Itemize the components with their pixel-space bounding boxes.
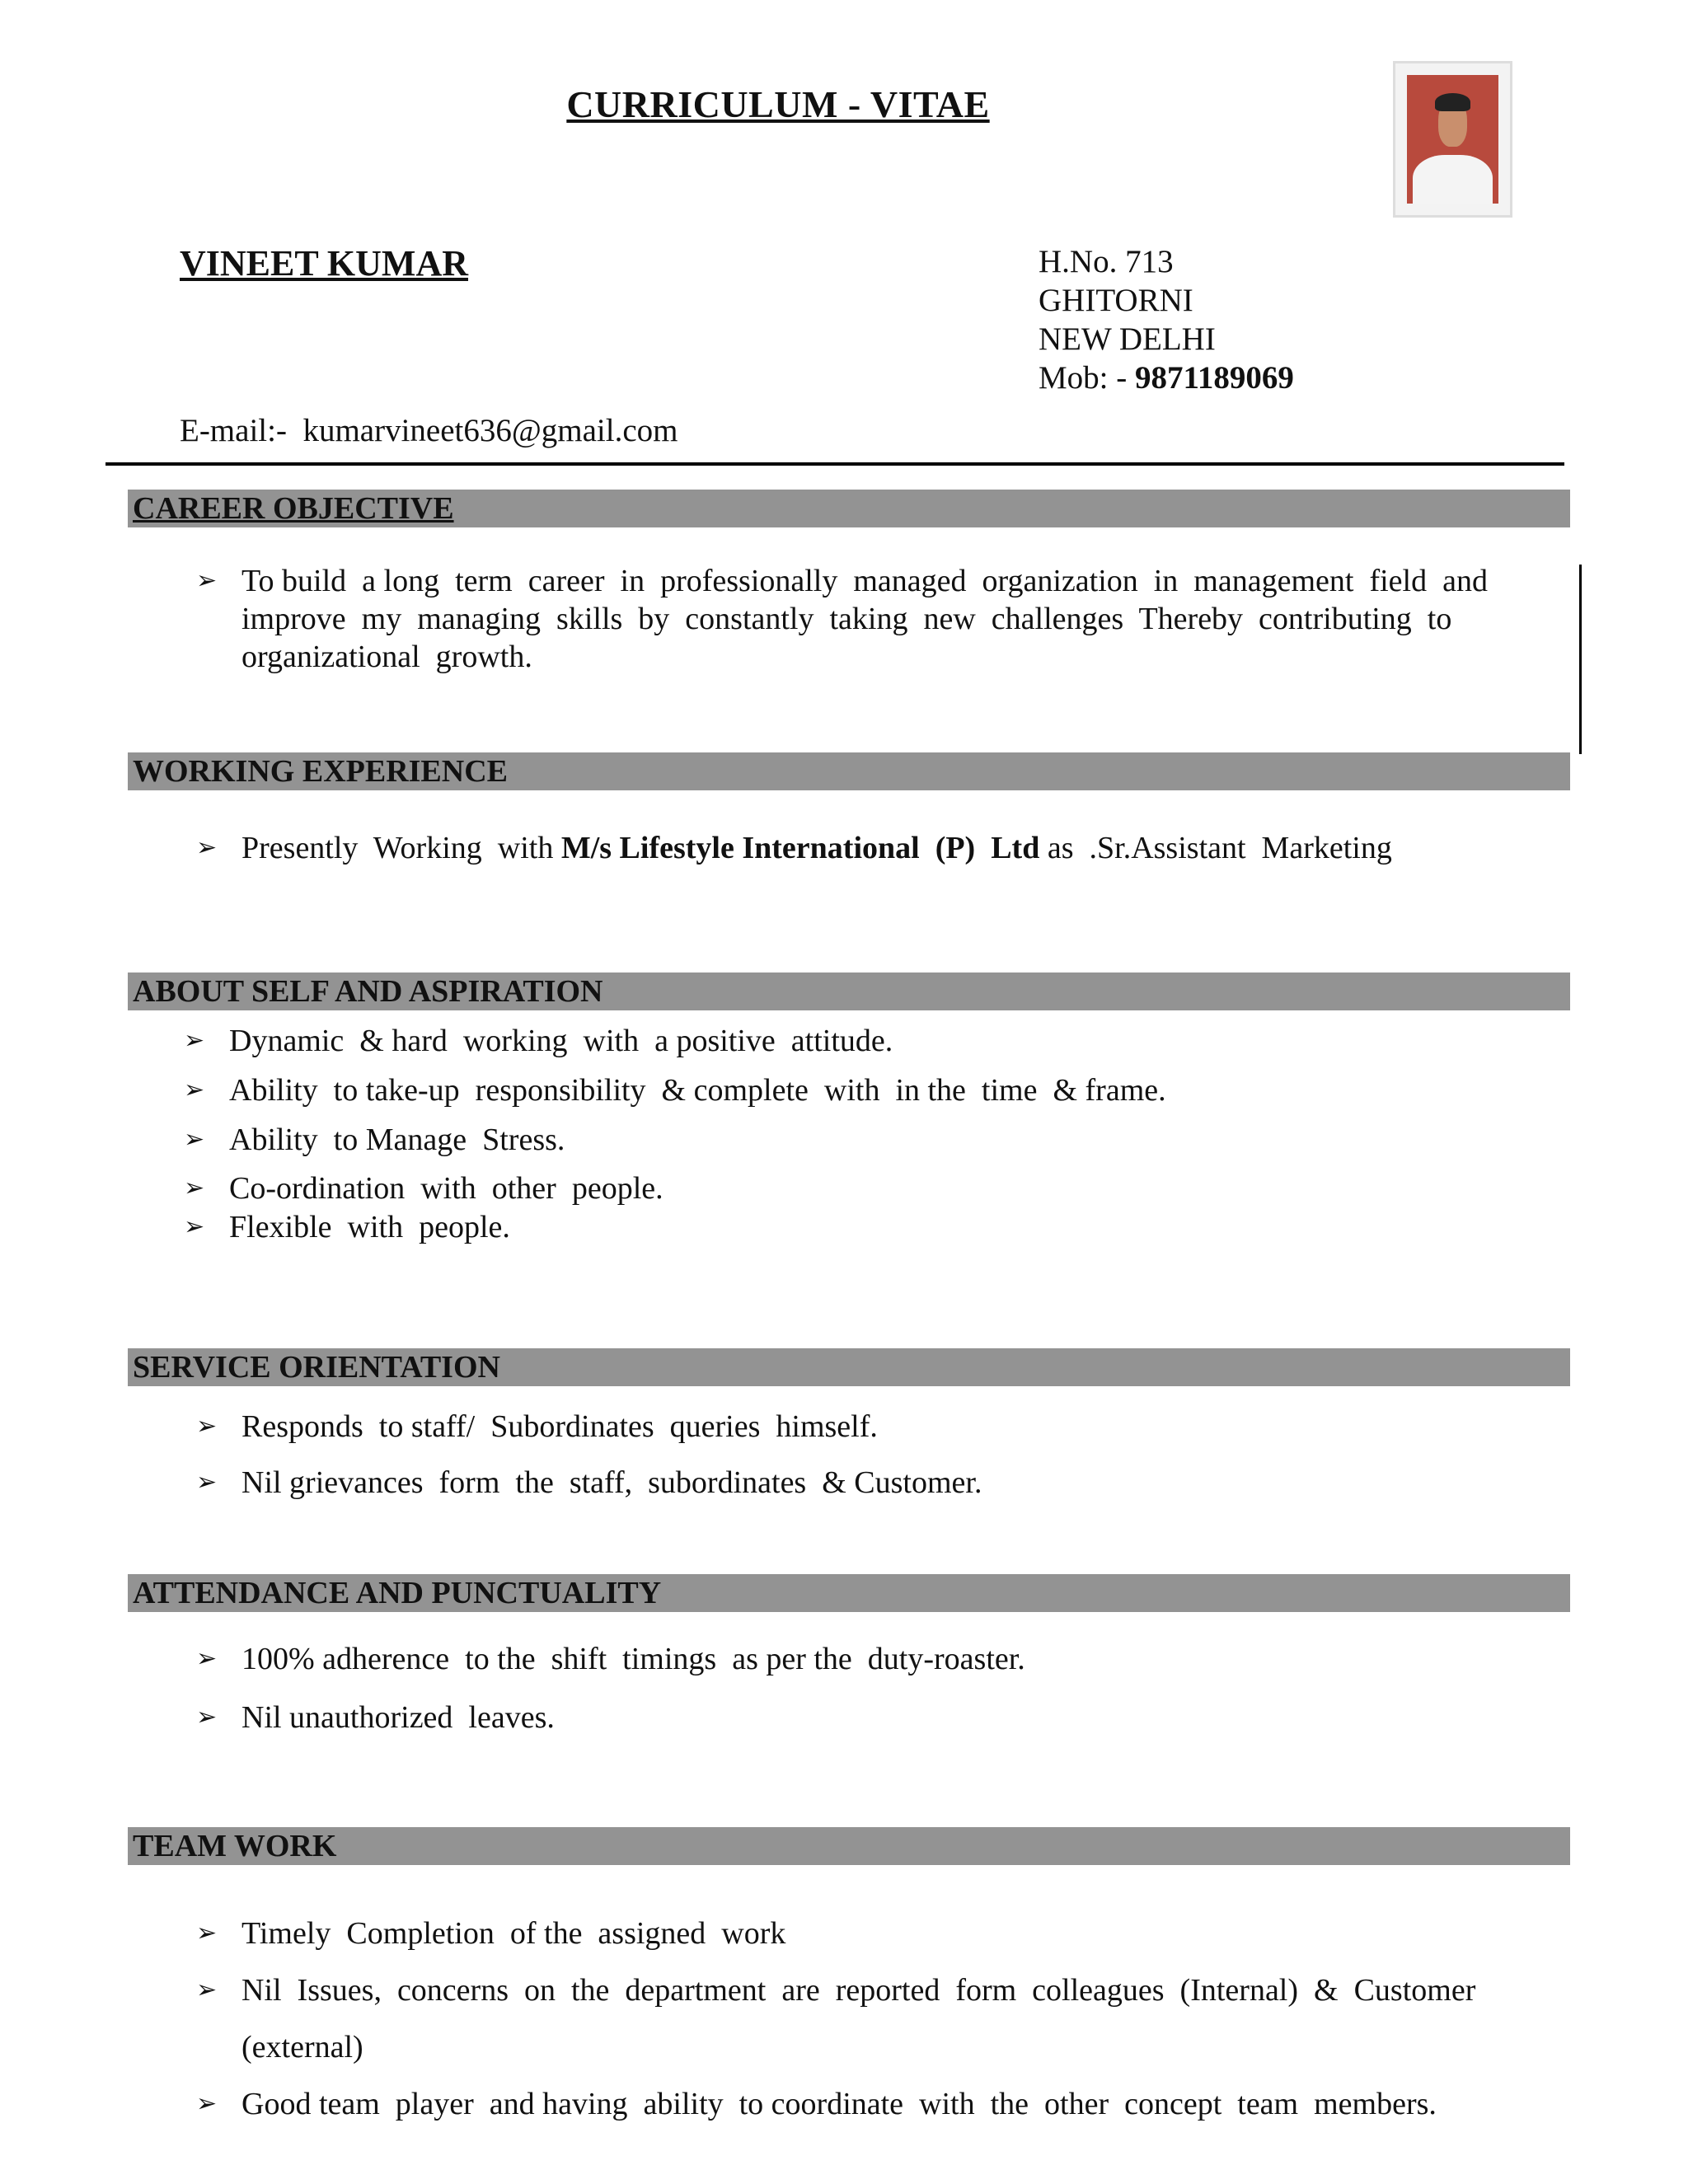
about-self-text-2: Ability to take-up responsibility & complete with in the time & frame. — [229, 1073, 1166, 1108]
job-title: as .Sr.Assistant Marketing — [1039, 831, 1392, 865]
mobile-line — [1039, 359, 1294, 397]
team-work-text-3: Good team player and having ability to coordinate with the other concept team members. — [241, 2087, 1437, 2121]
attendance-text-2: Nil unauthorized leaves. — [241, 1700, 555, 1735]
list-item — [196, 1915, 1515, 1952]
list-item — [196, 1699, 1515, 1736]
list-item — [184, 1169, 1503, 1207]
document-title: CURRICULUM - VITAE — [566, 83, 990, 125]
bullet-arrow-icon: ➢ — [196, 1468, 218, 1497]
about-self-text-3: Ability to Manage Stress. — [229, 1122, 565, 1157]
attendance-text-1: 100% adherence to the shift timings as per the duty-roaster. — [241, 1642, 1025, 1676]
team-work-text-2-continued: (external) — [241, 2030, 363, 2064]
mobile-label: Mob: - — [1039, 360, 1135, 396]
bullet-arrow-icon: ➢ — [184, 1026, 205, 1055]
list-item — [184, 1022, 1503, 1060]
list-item — [196, 2085, 1564, 2123]
service-orientation-text-1: Responds to staff/ Subordinates queries himself. — [241, 1409, 878, 1444]
about-self-text-4: Co-ordination with other people. — [229, 1171, 663, 1206]
bullet-arrow-icon: ➢ — [196, 1412, 218, 1441]
section-heading-about-self: ABOUT SELF AND ASPIRATION — [128, 972, 1570, 1010]
bullet-arrow-icon: ➢ — [196, 1975, 218, 2004]
address-line-3: NEW DELHI — [1039, 321, 1216, 357]
address-block — [1039, 242, 1294, 397]
section-heading-team-work: TEAM WORK — [128, 1827, 1570, 1865]
section-heading-working-experience: WORKING EXPERIENCE — [128, 752, 1570, 790]
team-work-text-1: Timely Completion of the assigned work — [241, 1916, 786, 1951]
bullet-arrow-icon: ➢ — [184, 1076, 205, 1104]
bullet-arrow-icon: ➢ — [196, 833, 218, 862]
bullet-arrow-icon: ➢ — [196, 566, 218, 595]
bullet-arrow-icon: ➢ — [196, 1644, 218, 1673]
email-line: E-mail:- kumarvineet636@gmail.com — [180, 413, 678, 448]
career-objective-heading-text: CAREER OBJECTIVE — [133, 491, 454, 526]
list-item — [196, 1971, 1564, 2009]
list-item — [184, 1208, 1503, 1246]
list-item — [196, 1464, 1515, 1502]
service-orientation-text-2: Nil grievances form the staff, subordinates & Customer. — [241, 1465, 982, 1500]
working-experience-text — [241, 829, 1392, 867]
company-name: M/s Lifestyle International (P) Ltd — [560, 831, 1040, 865]
working-experience-item — [196, 829, 1515, 867]
bullet-arrow-icon: ➢ — [196, 1919, 218, 1947]
list-item — [196, 1408, 1515, 1446]
about-self-text-5: Flexible with people. — [229, 1210, 510, 1244]
margin-line — [1579, 565, 1582, 754]
career-objective-line-1: To build a long term career in professionally managed organization in management field and — [241, 564, 1488, 598]
list-item — [184, 1121, 1503, 1159]
section-heading-attendance: ATTENDANCE AND PUNCTUALITY — [128, 1574, 1570, 1612]
bullet-arrow-icon: ➢ — [184, 1174, 205, 1202]
bullet-arrow-icon: ➢ — [196, 1703, 218, 1732]
address-line-2: GHITORNI — [1039, 283, 1193, 318]
mobile-number: 9871189069 — [1135, 360, 1294, 396]
section-heading-career-objective — [128, 490, 1570, 527]
header-divider — [106, 462, 1564, 466]
bullet-arrow-icon: ➢ — [184, 1212, 205, 1241]
bullet-arrow-icon: ➢ — [196, 2089, 218, 2118]
team-work-text-2: Nil Issues, concerns on the department are reported form colleagues (Internal) & Customer — [241, 1973, 1476, 2008]
address-line-1: H.No. 713 — [1039, 244, 1174, 279]
profile-photo — [1393, 61, 1512, 218]
about-self-text-1: Dynamic & hard working with a positive attitude. — [229, 1024, 893, 1058]
experience-prefix: Presently Working with — [241, 831, 561, 865]
bullet-arrow-icon: ➢ — [184, 1125, 205, 1154]
career-objective-line-2: improve my managing skills by constantly taking new challenges Thereby contributing to — [241, 602, 1452, 636]
list-item — [196, 1640, 1515, 1678]
career-objective-line-3: organizational growth. — [241, 640, 532, 674]
section-heading-service-orientation: SERVICE ORIENTATION — [128, 1348, 1570, 1386]
list-item — [184, 1071, 1503, 1109]
candidate-name: VINEET KUMAR — [180, 243, 469, 284]
